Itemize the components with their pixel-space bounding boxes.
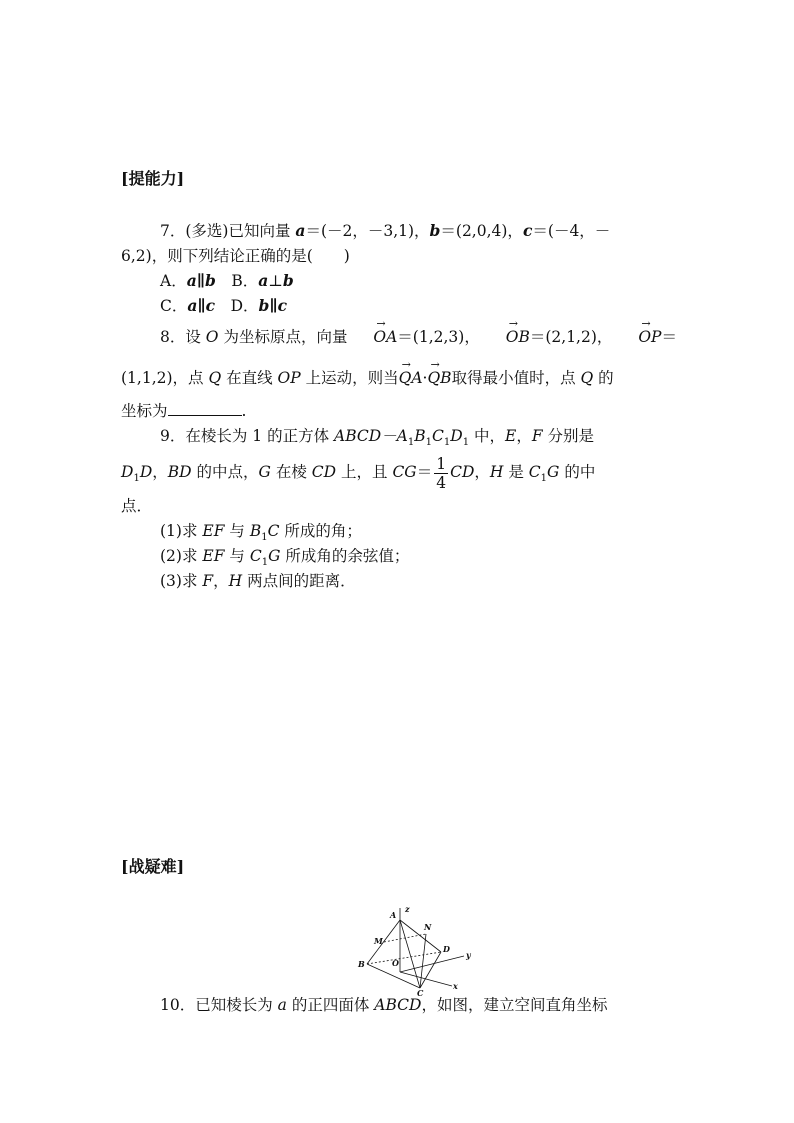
y-axis	[400, 956, 464, 972]
vector-a: a	[295, 221, 306, 240]
label-d: D	[443, 944, 450, 954]
option-d-text: c	[277, 296, 288, 315]
option-d-text: b	[258, 296, 270, 315]
q7-line2: 6,2)，则下列结论正确的是( )	[121, 247, 350, 265]
q10-line1: 10．已知棱长为 a 的正四面体 ABCD，如图，建立空间直角坐标	[160, 996, 608, 1014]
vector-ob: → OB	[506, 326, 530, 348]
q7-line1	[160, 220, 716, 242]
option-a-text: b	[204, 271, 216, 290]
parallel-symbol: ∥	[196, 271, 205, 290]
label-n: N	[424, 922, 432, 932]
q7-options-ab	[160, 270, 716, 292]
vector-op: → OP	[638, 326, 661, 348]
q8-line1	[160, 326, 677, 348]
vector-c: c	[522, 221, 533, 240]
option-c-label: C．	[160, 297, 188, 315]
fraction-one-quarter: $\frac{1}{4}$	[436, 454, 447, 492]
q8-text: → OP＝	[638, 326, 677, 348]
edge-bd-hidden	[367, 952, 441, 964]
option-a-text: a	[186, 271, 197, 290]
q9-part1: (1)求 EF 与 $B_1C$ 所成的角；	[160, 522, 362, 544]
label-z: z	[405, 904, 410, 914]
q7-text: ＝(－2，－3,1)，	[305, 222, 430, 240]
q7-options-cd	[160, 295, 716, 317]
segment-mn	[384, 934, 426, 942]
option-d-label: D．	[215, 297, 259, 315]
option-b-text: b	[282, 271, 294, 290]
x-axis	[400, 972, 452, 986]
tetrahedron-coordinate-figure	[350, 902, 480, 998]
section-heading-improve: [提能力]	[121, 169, 185, 188]
option-c-text: c	[205, 296, 216, 315]
vector-b: b	[429, 221, 441, 240]
label-m: M	[374, 936, 383, 946]
q7-text: 7．(多选)已知向量	[160, 222, 296, 240]
option-b-text: a	[258, 271, 269, 290]
q9-part2: (2)求 EF 与 $C_1G$ 所成角的余弦值；	[160, 547, 410, 569]
parallel-symbol: ∥	[269, 296, 278, 315]
answer-blank	[168, 401, 242, 416]
label-c: C	[417, 988, 424, 998]
vector-oa: → OA	[373, 326, 397, 348]
section-heading-challenge: [战疑难]	[121, 857, 185, 876]
parallel-symbol: ∥	[197, 296, 206, 315]
q9-part3: (3)求 F，H 两点间的距离．	[160, 572, 356, 590]
label-y: y	[466, 950, 471, 960]
option-c-text: a	[187, 296, 198, 315]
q8-text: 8．设 O 为坐标原点，向量	[160, 328, 348, 346]
q8-line3: 坐标为 .	[121, 402, 247, 420]
perpendicular-symbol: ⊥	[268, 272, 283, 290]
q8-text: → OB＝(2,1,2)，	[506, 326, 613, 348]
q7-text: ＝(2,0,4)，	[440, 222, 523, 240]
q9-line1: 9．在棱长为 1 的正方体 $ABCD-A_1B_1C_1D_1$ 中，E，F 分别是	[160, 427, 595, 449]
label-a: A	[390, 910, 397, 920]
edge-ad	[400, 920, 441, 952]
label-b: B	[358, 959, 365, 969]
q9-line2: $D_1D$，BD 的中点，G 在棱 CD 上，且 CG＝ $\frac{1}{4}$ CD，H 是 $C_1G$ 的中	[121, 454, 596, 492]
vector-qb: → QB	[427, 367, 451, 389]
label-x: x	[453, 981, 458, 991]
q8-line2: (1,1,2)，点 Q 在直线 OP 上运动，则当→ QA·→ QB取得最小值时，点 Q 的	[121, 367, 677, 389]
option-a-label: A．	[160, 272, 187, 290]
q9-line3: 点．	[121, 497, 153, 515]
q8-text: → OA＝(1,2,3)，	[373, 326, 479, 348]
q7-text: ＝(－4，－	[532, 222, 611, 240]
edge-ac	[400, 920, 420, 988]
label-o: O	[392, 958, 399, 968]
vector-qa: → QA	[399, 367, 423, 389]
option-b-label: B．	[215, 272, 259, 290]
